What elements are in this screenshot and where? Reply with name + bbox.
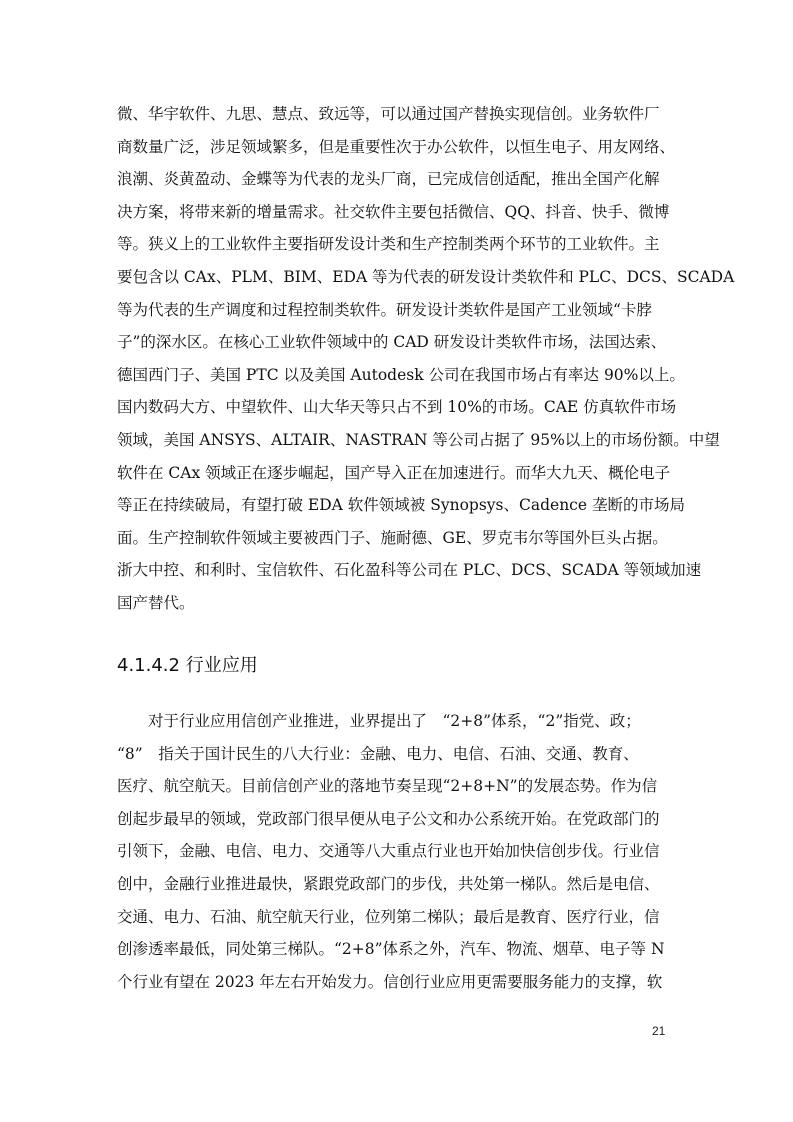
- text-line: 浪潮、炎黄盈动、金蝶等为代表的龙头厂商，已完成信创适配，推出全国产化解: [117, 170, 660, 189]
- page-number: 21: [652, 1024, 666, 1038]
- text-line: 创起步最早的领域，党政部门很早便从电子公文和办公系统开始。在党政部门的: [117, 809, 660, 828]
- text-line: 引领下，金融、电信、电力、交通等八大重点行业也开始加快信创步伐。行业信: [117, 842, 660, 861]
- text-line: 国产替代。: [117, 593, 195, 612]
- text-line: 国内数码大方、中望软件、山大华天等只占不到 10%的市场。CAE 仿真软件市场: [117, 398, 677, 417]
- text-line: 等为代表的生产调度和过程控制类软件。研发设计类软件是国产工业领域“卡脖: [117, 300, 652, 319]
- text-line: 创中，金融行业推进最快，紧跟党政部门的步伐，共处第一梯队。然后是电信、: [117, 874, 660, 893]
- body-paragraph-software: [117, 98, 735, 620]
- text-line: 决方案，将带来新的增量需求。社交软件主要包括微信、QQ、抖音、快手、微博: [117, 202, 670, 221]
- text-line: 微、华宇软件、九思、慧点、致远等，可以通过国产替换实现信创。业务软件厂: [117, 105, 660, 123]
- text-line: 医疗、航空航天。目前信创产业的落地节奏呈现“2+8+N”的发展态势。作为信: [117, 777, 658, 796]
- text-line: 等正在持续破局，有望打破 EDA 软件领域被 Synopsys、Cadence 垄断的市场局: [117, 496, 685, 515]
- text-line: 对于行业应用信创产业推进，业界提出了 “2+8”体系，“2”指党、政；: [117, 712, 641, 730]
- text-line: 交通、电力、石油、航空航天行业，位列第二梯队；最后是教育、医疗行业，信: [117, 907, 660, 926]
- text-line: 浙大中控、和利时、宝信软件、石化盈科等公司在 PLC、DCS、SCADA 等领域加速: [117, 561, 702, 580]
- text-line: “8” 指关于国计民生的八大行业：金融、电力、电信、石油、交通、教育、: [117, 744, 639, 763]
- text-line: 创渗透率最低，同处第三梯队。“2+8”体系之外，汽车、物流、烟草、电子等 N: [117, 940, 665, 959]
- text-line: 德国西门子、美国 PTC 以及美国 Autodesk 公司在我国市场占有率达 90%以上。: [117, 365, 685, 384]
- text-line: 软件在 CAx 领域正在逐步崛起，国产导入正在加速进行。而华大九天、概伦电子: [117, 463, 671, 482]
- body-paragraph-industry: [117, 705, 680, 998]
- section-heading: 4.1.4.2 行业应用: [117, 655, 258, 676]
- text-line: 要包含以 CAx、PLM、BIM、EDA 等为代表的研发设计类软件和 PLC、DCS、SCADA: [117, 267, 735, 286]
- text-line: 领域，美国 ANSYS、ALTAIR、NASTRAN 等公司占据了 95%以上的市场份额。中望: [117, 430, 720, 449]
- text-line: 子”的深水区。在核心工业软件领域中的 CAD 研发设计类软件市场，法国达索、: [117, 333, 667, 352]
- text-line: 个行业有望在 2023 年左右开始发力。信创行业应用更需要服务能力的支撑，软: [117, 972, 663, 991]
- text-line: 商数量广泛，涉足领域繁多，但是重要性次于办公软件，以恒生电子、用友网络、: [117, 137, 676, 156]
- text-line: 等。狭义上的工业软件主要指研发设计类和生产控制类两个环节的工业软件。主: [117, 235, 660, 254]
- text-line: 面。生产控制软件领域主要被西门子、施耐德、GE、罗克韦尔等国外巨头占据。: [117, 528, 668, 547]
